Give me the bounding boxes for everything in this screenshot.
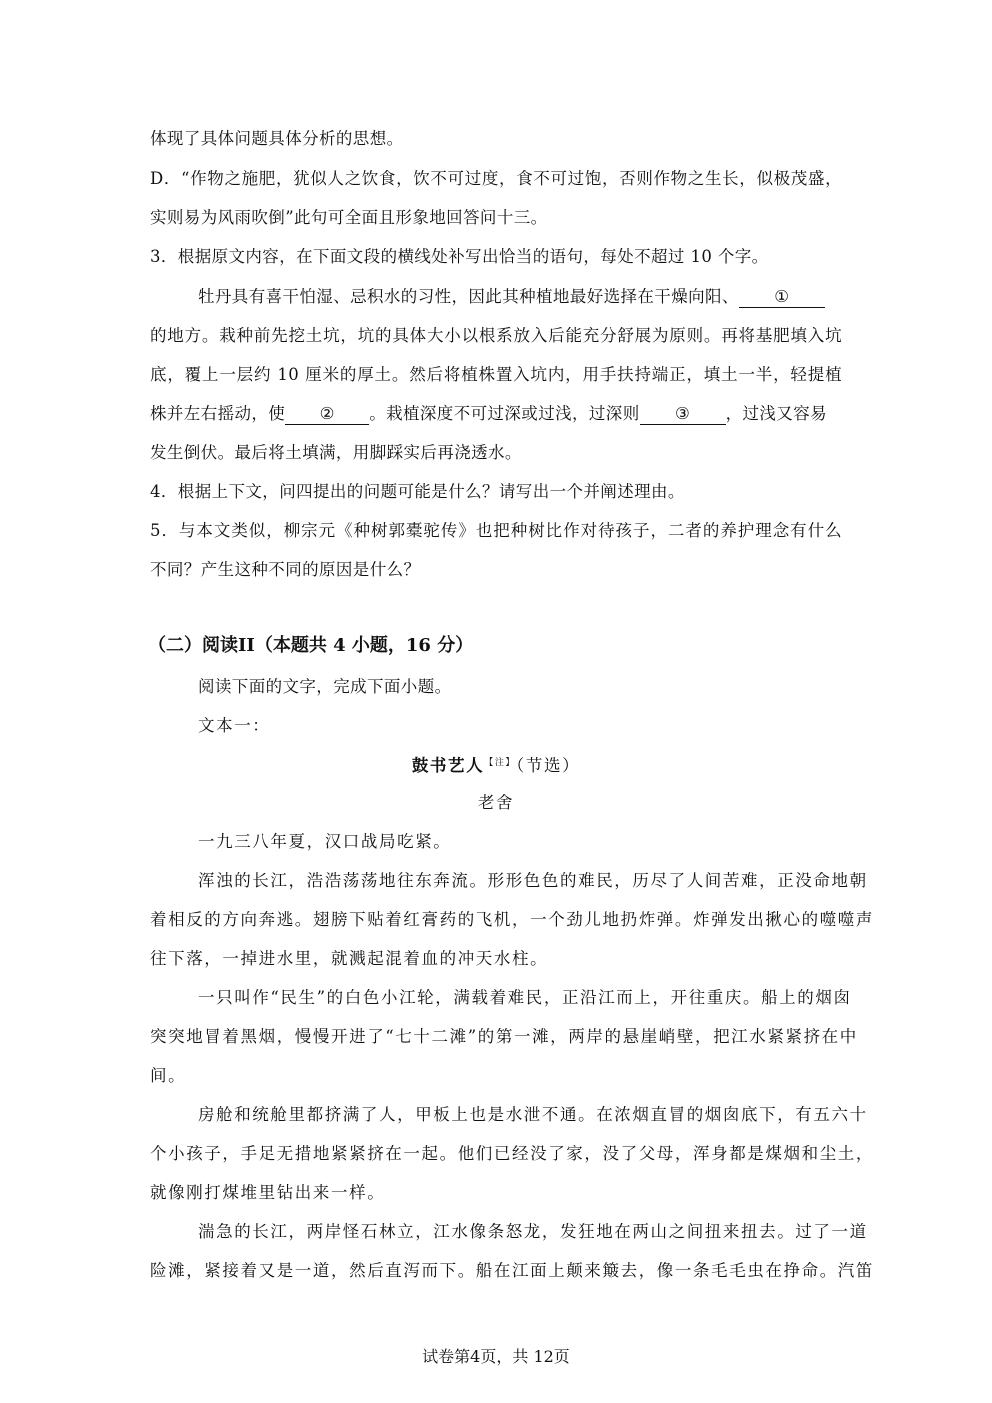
story-excerpt-label: （节选） (516, 756, 581, 775)
fill-paragraph-line-4 (150, 403, 842, 425)
fill-paragraph-line-2: 的地方。栽种前先挖土坑，坑的具体大小以根系放入后能充分舒展为原则。再将基肥填入坑 (150, 326, 842, 345)
story-paragraph-3-line-1: 一只叫作“民生”的白色小江轮，满载着难民，正沿江而上，开往重庆。船上的烟囱 (198, 988, 852, 1007)
story-author: 老舍 (477, 793, 515, 812)
question-4: 4．根据上下文，问四提出的问题可能是什么？请写出一个并阐述理由。 (150, 482, 685, 501)
story-paragraph-3-line-2: 突突地冒着黑烟，慢慢开进了“七十二滩”的第一滩，两岸的悬崖峭壁，把江水紧紧挤在中 (150, 1027, 858, 1046)
page-footer: 试卷第4页，共 12页 (422, 1347, 570, 1366)
note-marker[interactable]: 【注】 (484, 758, 517, 768)
story-paragraph-2-line-2: 着相反的方向奔逃。翅膀下贴着红膏药的飞机，一个劲儿地扔炸弹。炸弹发出揪心的噬噬声 (150, 910, 874, 929)
story-paragraph-2-line-3: 往下落，一掉进水里，就溅起混着血的冲天水柱。 (150, 949, 549, 968)
answer-blank-2[interactable]: ② (285, 404, 369, 425)
question-5-line-1: 5．与本文类似，柳宗元《种树郭橐驼传》也把种树比作对待孩子，二者的养护理念有什么 (150, 521, 842, 540)
answer-blank-3[interactable]: ③ (640, 404, 726, 425)
question-3: 3．根据原文内容，在下面文段的横线处补写出恰当的语句，每处不超过 10 个字。 (150, 247, 769, 266)
fill-paragraph-text: 。栽植深度不可过深或过浅，过深则 (369, 404, 640, 423)
answer-blank-1[interactable]: ① (739, 287, 825, 308)
fill-paragraph-line-3: 底，覆上一层约 10 厘米的厚土。然后将植株置入坑内，用手扶持端正，填土一半，轻提植 (150, 365, 842, 384)
story-paragraph-2-line-1: 浑浊的长江，浩浩荡荡地往东奔流。形形色色的难民，历尽了人间苦难，正没命地朝 (198, 871, 868, 890)
story-paragraph-5-line-2: 险滩，紧接着又是一道，然后直泻而下。船在江面上颠来簸去，像一条毛毛虫在挣命。汽笛 (150, 1261, 874, 1280)
section-heading: （二）阅读II（本题共 4 小题，16 分） (148, 635, 474, 656)
story-paragraph-5-line-1: 湍急的长江，两岸怪石林立，江水像条怒龙，发狂地在两山之间扭来扭去。过了一道 (198, 1222, 868, 1241)
question-5-line-2: 不同？产生这种不同的原因是什么？ (150, 560, 421, 579)
story-title-line (0, 752, 992, 777)
story-paragraph-3-line-3: 间。 (150, 1066, 187, 1085)
text-label: 文本一： (198, 716, 271, 735)
option-d-line-2: 实则易为风雨吹倒”此句可全面且形象地回答问十三。 (150, 208, 548, 227)
story-paragraph-1: 一九三八年夏，汉口战局吃紧。 (198, 832, 452, 851)
story-paragraph-4-line-1: 房舱和统舱里都挤满了人，甲板上也是水泄不通。在浓烟直冒的烟囱底下，有五六十 (198, 1105, 868, 1124)
fill-paragraph-line-1 (198, 286, 842, 308)
fill-paragraph-text: ，过浅又容易 (725, 404, 828, 423)
option-d-line-1: D．“作物之施肥，犹似人之饮食，饮不可过度，食不可过饱，否则作物之生长，似极茂盛， (150, 169, 842, 188)
option-c-tail: 体现了具体问题具体分析的思想。 (150, 129, 404, 148)
story-title: 鼓书艺人 (411, 756, 485, 775)
fill-paragraph-line-5: 发生倒伏。最后将土填满，用脚踩实后再浇透水。 (150, 443, 522, 462)
story-paragraph-4-line-2: 个小孩子，手足无措地紧紧挤在一起。他们已经没了家，没了父母，浑身都是煤烟和尘土， (150, 1144, 874, 1163)
story-paragraph-4-line-3: 就像刚打煤堆里钻出来一样。 (150, 1183, 386, 1202)
reading-instruction: 阅读下面的文字，完成下面小题。 (198, 677, 452, 696)
fill-paragraph-text: 株并左右摇动，使 (150, 404, 286, 423)
fill-paragraph-text: 牡丹具有喜干怕湿、忌积水的习性，因此其种植地最好选择在干燥向阳、 (198, 287, 739, 306)
